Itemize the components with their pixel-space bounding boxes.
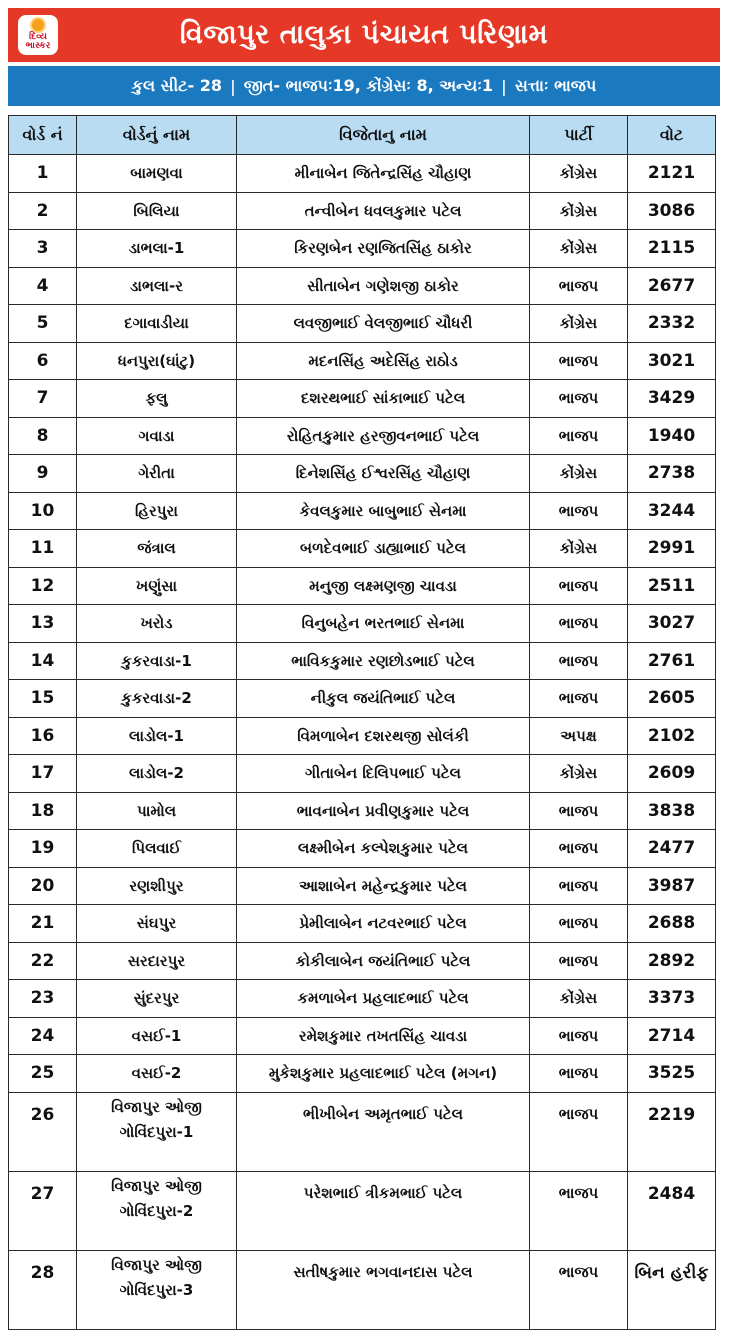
ward-name-line-2: ગોવિંદપુરા-3 [119, 1280, 194, 1299]
ward-no-cell: 18 [9, 792, 77, 830]
party-cell: ભાજપ [530, 642, 628, 680]
ward-no-cell: 6 [9, 342, 77, 380]
ward-name-line-2: ગોવિંદપુરા-1 [119, 1122, 194, 1141]
ward-name-line-1: વિજાપુર ઓજી [111, 1255, 202, 1274]
votes-cell: 2484 [628, 1171, 716, 1250]
ward-no-cell: 11 [9, 530, 77, 568]
table-row [9, 380, 716, 418]
votes-cell: 3027 [628, 605, 716, 643]
summary-power: સત્તાઃ ભાજપ [514, 76, 597, 95]
party-cell: ભાજપ [530, 1250, 628, 1329]
winner-name-cell: પરેશભાઈ ત્રીકમભાઈ પટેલ [237, 1171, 530, 1250]
ward-name-cell: ડાભલા-ર [77, 267, 237, 305]
ward-name-cell: લાડોલ-1 [77, 717, 237, 755]
table-row [9, 305, 716, 343]
winner-name-cell: કમળાબેન પ્રહલાદભાઈ પટેલ [237, 980, 530, 1018]
ward-no-cell: 13 [9, 605, 77, 643]
table-row [9, 455, 716, 493]
winner-name-cell: નીકુલ જયંતિભાઈ પટેલ [237, 680, 530, 718]
table-row [9, 605, 716, 643]
table-row [9, 830, 716, 868]
party-cell: ભાજપ [530, 342, 628, 380]
table-row [9, 567, 716, 605]
ward-name-cell: દગાવાડીયા [77, 305, 237, 343]
winner-name-cell: દિનેશસિંહ ઈશ્વરસિંહ ચૌહાણ [237, 455, 530, 493]
party-cell: ભાજપ [530, 867, 628, 905]
party-cell: ભાજપ [530, 1055, 628, 1093]
votes-cell: 2115 [628, 230, 716, 268]
table-row [9, 230, 716, 268]
ward-no-cell: 3 [9, 230, 77, 268]
table-row [9, 1250, 716, 1329]
ward-no-cell: 7 [9, 380, 77, 418]
ward-name-line-1: વિજાપુર ઓજી [111, 1176, 202, 1195]
winner-name-cell: સતીષકુમાર ભગવાનદાસ પટેલ [237, 1250, 530, 1329]
winner-name-cell: લવજીભાઈ વેલજીભાઈ ચૌધરી [237, 305, 530, 343]
winner-name-cell: દશરથભાઈ સાંકાભાઈ પટેલ [237, 380, 530, 418]
table-row [9, 942, 716, 980]
winner-name-cell: ભીખીબેન અમૃતભાઈ પટેલ [237, 1092, 530, 1171]
ward-no-cell: 22 [9, 942, 77, 980]
ward-no-cell: 16 [9, 717, 77, 755]
table-row [9, 680, 716, 718]
party-cell: ભાજપ [530, 942, 628, 980]
ward-no-cell: 24 [9, 1017, 77, 1055]
results-table [8, 115, 716, 1330]
winner-name-cell: રોહિતકુમાર હરજીવનભાઈ પટેલ [237, 417, 530, 455]
winner-name-cell: મનુજી લક્ષ્મણજી ચાવડા [237, 567, 530, 605]
winner-name-cell: ભાવિકકુમાર રણછોડભાઈ પટેલ [237, 642, 530, 680]
ward-name-cell: જંત્રાલ [77, 530, 237, 568]
party-cell: કોંગ્રેસ [530, 455, 628, 493]
table-row [9, 980, 716, 1018]
winner-name-cell: બળદેવભાઈ ડાહ્યાભાઈ પટેલ [237, 530, 530, 568]
votes-cell: 2332 [628, 305, 716, 343]
page-title: વિજાપુર તાલુકા પંચાયત પરિણામ [179, 19, 549, 50]
votes-cell: 2714 [628, 1017, 716, 1055]
header-ward-name: વોર્ડનું નામ [77, 116, 237, 155]
party-cell: ભાજપ [530, 905, 628, 943]
party-cell: ભાજપ [530, 417, 628, 455]
votes-cell: બિન હરીફ [628, 1250, 716, 1329]
ward-no-cell: 10 [9, 492, 77, 530]
ward-no-cell: 21 [9, 905, 77, 943]
ward-name-cell [77, 1092, 237, 1171]
table-row [9, 905, 716, 943]
votes-cell: 2738 [628, 455, 716, 493]
table-row [9, 1055, 716, 1093]
party-cell: કોંગ્રેસ [530, 155, 628, 193]
table-row [9, 342, 716, 380]
ward-name-cell: ગેરીતા [77, 455, 237, 493]
ward-name-line-2: ગોવિંદપુરા-2 [119, 1201, 194, 1220]
divya-bhaskar-logo [18, 15, 58, 55]
votes-cell: 2605 [628, 680, 716, 718]
summary-wins: જીત- ભાજપઃ19, કોંગ્રેસઃ 8, અન્યઃ1 [243, 76, 493, 95]
winner-name-cell: વિમળાબેન દશરથજી સોલંકી [237, 717, 530, 755]
votes-cell: 2102 [628, 717, 716, 755]
votes-cell: 2609 [628, 755, 716, 793]
party-cell: ભાજપ [530, 492, 628, 530]
votes-cell: 3429 [628, 380, 716, 418]
ward-no-cell: 19 [9, 830, 77, 868]
title-banner [8, 8, 720, 62]
ward-no-cell: 1 [9, 155, 77, 193]
ward-name-cell: પામોલ [77, 792, 237, 830]
ward-name-cell [77, 1250, 237, 1329]
summary-divider: | [500, 76, 507, 96]
table-header-row [9, 116, 716, 155]
table-row [9, 792, 716, 830]
winner-name-cell: પ્રેમીલાબેન નટવરભાઈ પટેલ [237, 905, 530, 943]
votes-cell: 2761 [628, 642, 716, 680]
party-cell: ભાજપ [530, 380, 628, 418]
votes-cell: 2677 [628, 267, 716, 305]
ward-name-cell: હિરપુરા [77, 492, 237, 530]
ward-name-cell [77, 1171, 237, 1250]
ward-no-cell: 5 [9, 305, 77, 343]
ward-name-cell: પિલવાઈ [77, 830, 237, 868]
ward-no-cell: 25 [9, 1055, 77, 1093]
summary-total-seats: કુલ સીટ- 28 [131, 76, 222, 95]
party-cell: ભાજપ [530, 1092, 628, 1171]
winner-name-cell: મદનસિંહ અદેસિંહ રાઠોડ [237, 342, 530, 380]
winner-name-cell: કેવલકુમાર બાબુભાઈ સેનમા [237, 492, 530, 530]
summary-bar [8, 66, 720, 106]
party-cell: ભાજપ [530, 830, 628, 868]
ward-no-cell: 8 [9, 417, 77, 455]
ward-no-cell: 26 [9, 1092, 77, 1171]
ward-name-cell: લાડોલ-2 [77, 755, 237, 793]
winner-name-cell: મુકેશકુમાર પ્રહલાદભાઈ પટેલ (મગન) [237, 1055, 530, 1093]
ward-no-cell: 27 [9, 1171, 77, 1250]
votes-cell: 3086 [628, 192, 716, 230]
table-row [9, 530, 716, 568]
table-row [9, 417, 716, 455]
winner-name-cell: લક્ષ્મીબેન કલ્પેશકુમાર પટેલ [237, 830, 530, 868]
party-cell: ભાજપ [530, 792, 628, 830]
table-row [9, 1092, 716, 1171]
table-row [9, 192, 716, 230]
votes-cell: 2991 [628, 530, 716, 568]
winner-name-cell: ગીતાબેન દિલિપભાઈ પટેલ [237, 755, 530, 793]
party-cell: અપક્ષ [530, 717, 628, 755]
winner-name-cell: વિનુબહેન ભરતભાઈ સેનમા [237, 605, 530, 643]
votes-cell: 3838 [628, 792, 716, 830]
votes-cell: 2511 [628, 567, 716, 605]
header-party: પાર્ટી [530, 116, 628, 155]
party-cell: ભાજપ [530, 680, 628, 718]
party-cell: કોંગ્રેસ [530, 230, 628, 268]
ward-name-cell: કુકરવાડા-2 [77, 680, 237, 718]
header-winner-name: વિજેતાનુ નામ [237, 116, 530, 155]
party-cell: કોંગ્રેસ [530, 305, 628, 343]
votes-cell: 1940 [628, 417, 716, 455]
ward-no-cell: 20 [9, 867, 77, 905]
party-cell: કોંગ્રેસ [530, 980, 628, 1018]
logo-text-line-1: દિવ્ય [29, 32, 47, 42]
summary-divider: | [229, 76, 236, 96]
table-row [9, 755, 716, 793]
ward-name-cell: ડાભલા-1 [77, 230, 237, 268]
ward-name-line-1: વિજાપુર ઓજી [111, 1097, 202, 1116]
ward-name-cell: સુંદરપુર [77, 980, 237, 1018]
party-cell: ભાજપ [530, 605, 628, 643]
ward-name-cell: ખરોડ [77, 605, 237, 643]
votes-cell: 3021 [628, 342, 716, 380]
winner-name-cell: સીતાબેન ગણેશજી ઠાકોર [237, 267, 530, 305]
winner-name-cell: કોકીલાબેન જયંતિભાઈ પટેલ [237, 942, 530, 980]
logo-text-line-2: ભાસ્કર [25, 41, 51, 51]
party-cell: કોંગ્રેસ [530, 192, 628, 230]
party-cell: ભાજપ [530, 567, 628, 605]
votes-cell: 2892 [628, 942, 716, 980]
ward-name-cell: ધનપુરા(ઘાંટુ) [77, 342, 237, 380]
ward-name-cell: બામણવા [77, 155, 237, 193]
ward-no-cell: 12 [9, 567, 77, 605]
ward-no-cell: 15 [9, 680, 77, 718]
votes-cell: 3525 [628, 1055, 716, 1093]
winner-name-cell: કિરણબેન રણજિતસિંહ ઠાકોર [237, 230, 530, 268]
table-row [9, 642, 716, 680]
ward-no-cell: 2 [9, 192, 77, 230]
table-body [9, 155, 716, 1330]
header-votes: વોટ [628, 116, 716, 155]
votes-cell: 3987 [628, 867, 716, 905]
winner-name-cell: રમેશકુમાર તખતસિંહ ચાવડા [237, 1017, 530, 1055]
table-row [9, 867, 716, 905]
ward-no-cell: 17 [9, 755, 77, 793]
votes-cell: 3244 [628, 492, 716, 530]
ward-name-cell: કુકરવાડા-1 [77, 642, 237, 680]
votes-cell: 2688 [628, 905, 716, 943]
table-row [9, 267, 716, 305]
winner-name-cell: આશાબેન મહેન્દ્રકુમાર પટેલ [237, 867, 530, 905]
table-row [9, 155, 716, 193]
votes-cell: 2219 [628, 1092, 716, 1171]
table-row [9, 1171, 716, 1250]
winner-name-cell: ભાવનાબેન પ્રવીણકુમાર પટેલ [237, 792, 530, 830]
ward-no-cell: 23 [9, 980, 77, 1018]
party-cell: ભાજપ [530, 1171, 628, 1250]
winner-name-cell: તન્વીબેન ધવલકુમાર પટેલ [237, 192, 530, 230]
party-cell: કોંગ્રેસ [530, 755, 628, 793]
table-row [9, 492, 716, 530]
winner-name-cell: મીનાબેન જિતેન્દ્રસિંહ ચૌહાણ [237, 155, 530, 193]
ward-no-cell: 9 [9, 455, 77, 493]
ward-name-cell: સંઘપુર [77, 905, 237, 943]
ward-name-cell: વસઈ-1 [77, 1017, 237, 1055]
ward-name-cell: વસઈ-2 [77, 1055, 237, 1093]
party-cell: કોંગ્રેસ [530, 530, 628, 568]
ward-name-cell: ખણુંસા [77, 567, 237, 605]
ward-name-cell: સરદારપુર [77, 942, 237, 980]
party-cell: ભાજપ [530, 1017, 628, 1055]
table-row [9, 1017, 716, 1055]
votes-cell: 2121 [628, 155, 716, 193]
votes-cell: 2477 [628, 830, 716, 868]
ward-no-cell: 14 [9, 642, 77, 680]
table-row [9, 717, 716, 755]
sun-logo-icon [32, 19, 44, 31]
ward-name-cell: બિલિયા [77, 192, 237, 230]
party-cell: ભાજપ [530, 267, 628, 305]
ward-name-cell: ગવાડા [77, 417, 237, 455]
ward-name-cell: ફલુ [77, 380, 237, 418]
header-ward-no: વોર્ડ નં [9, 116, 77, 155]
votes-cell: 3373 [628, 980, 716, 1018]
ward-no-cell: 4 [9, 267, 77, 305]
ward-no-cell: 28 [9, 1250, 77, 1329]
ward-name-cell: રણશીપુર [77, 867, 237, 905]
